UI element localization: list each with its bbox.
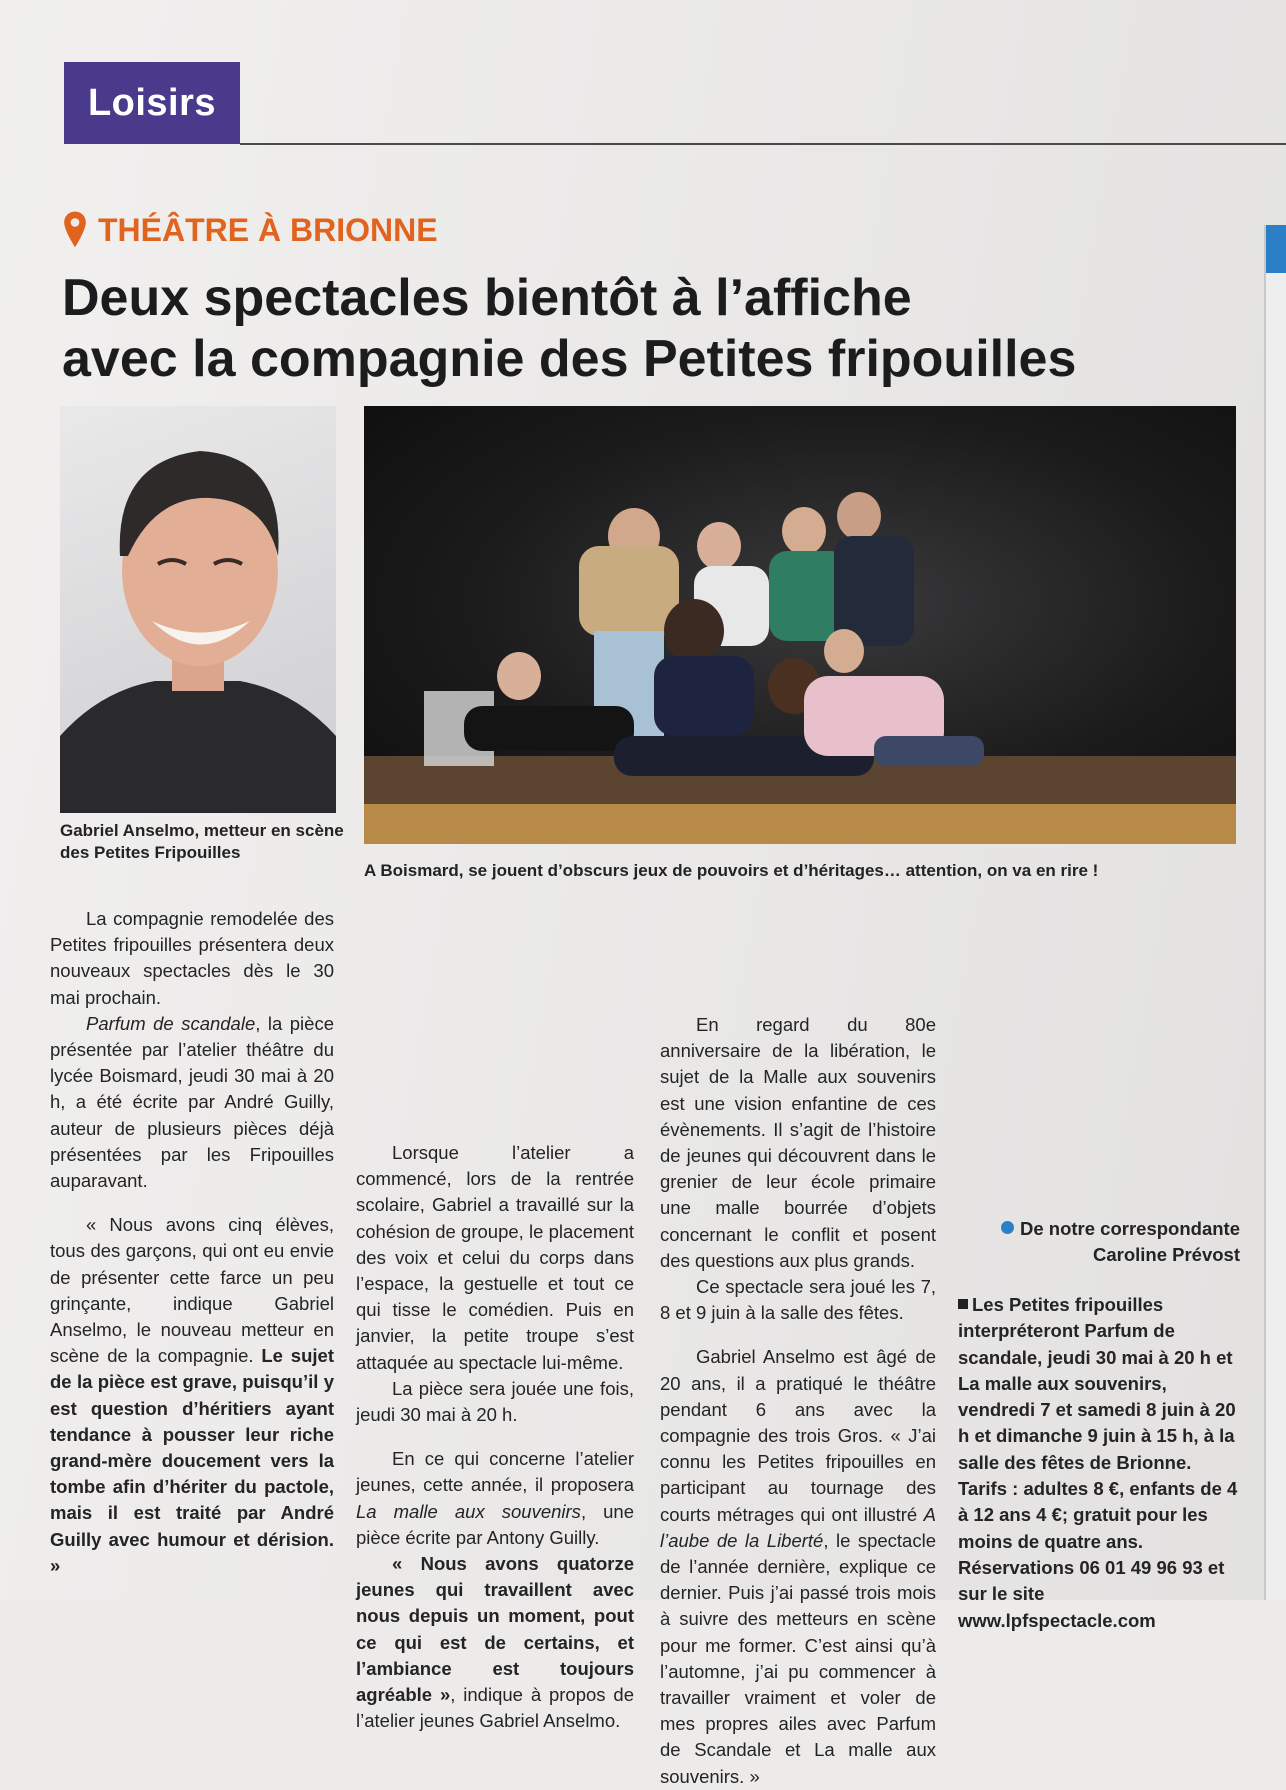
quote-bold-text: « Nous avons quatorze jeunes qui travaillent avec nous depuis un moment, pout ce qui est de certains, et l’ambiance est toujours agréable » <box>356 1553 634 1706</box>
article-column-4 <box>958 1170 1240 1634</box>
article-paragraph <box>660 1344 936 1789</box>
bullet-icon <box>1001 1221 1014 1234</box>
article-paragraph: La pièce sera jouée une fois, jeudi 30 mai à 20 h. <box>356 1377 634 1426</box>
group-photo-caption: A Boismard, se jouent d’obscurs jeux de pouvoirs et d’héritages… attention, on va en rire ! <box>364 861 1099 880</box>
kicker <box>62 210 438 250</box>
article-paragraph: Lorsque l’atelier a commencé, lors de la rentrée scolaire, Gabriel a travaillé sur la cohésion de groupe, le placement des voix et celui du corps dans l’espace, la gestuelle et tout ce qui tisse le comédien. Puis en janvier, la petite troupe s’est attaquée au spectacle lui-même. <box>356 1142 634 1373</box>
square-bullet-icon <box>958 1299 968 1309</box>
article-quote <box>50 1212 334 1579</box>
paragraph-text: , une pièce écrite par Antony Guilly. <box>356 1500 634 1548</box>
byline <box>958 1216 1240 1268</box>
byline-name: Caroline Prévost <box>1092 1244 1240 1265</box>
adjacent-article-edge <box>1264 225 1286 1600</box>
paragraph-text: , la pièce présentée par l’atelier théâtre du lycée Boismard, jeudi 30 mai à 20 h, a été écrite par André Guilly, auteur de plusieurs pièces déjà présentées par les Fripouilles auparavant. <box>50 1012 334 1192</box>
article-paragraph <box>356 1446 634 1551</box>
quote-bold-text: Le sujet de la pièce est grave, puisqu’il y est question d’héritiers ayant tendance à pousser leur riche grand-mère doucement vers la tombe afin d’hériter du pactole, mais il est traité par André Guilly avec humour et dérision. » <box>50 1345 334 1576</box>
film-title: A l’aube de la Liberté <box>660 1503 936 1551</box>
article-paragraph <box>50 1011 334 1194</box>
section-rule <box>240 143 1286 145</box>
byline-line-1: De notre correspondante <box>1020 1218 1240 1239</box>
play-title: La malle aux souvenirs <box>356 1500 581 1522</box>
article-column-3 <box>660 1012 936 1790</box>
portrait-caption: Gabriel Anselmo, metteur en scène des Petites Fripouilles <box>60 821 344 862</box>
article-paragraph: Ce spectacle sera joué les 7, 8 et 9 juin à la salle des fêtes. <box>660 1276 936 1324</box>
play-title: Parfum de scandale <box>86 1012 256 1034</box>
section-tab <box>64 62 240 144</box>
quote-text: « Nous avons cinq élèves, tous des garçons, qui ont eu envie de présenter cette farce un peu grinçante, indique Gabriel Anselmo, le nouveau metteur en scène de la compagnie. <box>50 1214 334 1367</box>
headline <box>62 268 1242 390</box>
adjacent-article-tab <box>1266 225 1286 273</box>
kicker-text: THÉÂTRE À BRIONNE <box>98 211 438 248</box>
article-column-1 <box>50 906 334 1579</box>
practical-info <box>958 1292 1240 1634</box>
article-paragraph: La compagnie remodelée des Petites fripouilles présentera deux nouveaux spectacles dès le 30 mai prochain. <box>50 908 334 1008</box>
location-pin-icon <box>62 210 88 250</box>
headline-line-1: Deux spectacles bientôt à l’affiche <box>62 269 912 327</box>
paragraph-text: , indique à propos de l’atelier jeunes Gabriel Anselmo. <box>356 1684 634 1732</box>
practical-info-text: Les Petites fripouilles interpréteront Parfum de scandale, jeudi 30 mai à 20 h et La malle aux souvenirs, vendredi 7 et samedi 8 juin à 20 h et dimanche 9 juin à 15 h, à la salle des fêtes de Brionne. Tarifs : adultes 8 €, enfants de 4 à 12 ans 4 €; gratuit pour les moins de quatre ans. Réservations 06 01 49 96 93 et sur le site www.lpfspectacle.com <box>958 1294 1238 1631</box>
headline-line-2: avec la compagnie des Petites fripouilles <box>62 330 1077 388</box>
portrait-photo <box>60 406 336 813</box>
article-column-2 <box>356 1140 634 1734</box>
paragraph-text: Gabriel Anselmo est âgé de 20 ans, il a pratiqué le théâtre pendant 6 ans avec la compagnie des trois Gros. « J’ai connu les Petites fripouilles en participant au tournage des courts métrages qui ont illustré <box>660 1346 936 1525</box>
article-paragraph: En regard du 80e anniversaire de la libération, le sujet de la Malle aux souvenirs est une vision enfantine de ces évènements. Il s’agit de l’histoire de jeunes qui découvrent dans le grenier de leur école primaire une malle bourrée d’objets concernant le conflit et posent des questions aux plus grands. <box>660 1014 936 1271</box>
section-label: Loisirs <box>87 81 217 124</box>
paragraph-text: , le spectacle de l’année dernière, explique ce dernier. Puis j’ai passé trois mois à suivre des metteurs en scène pour me former. C’est ainsi qu’à l’automne, j’ai pu commencer à travailler vraiment et voler de mes propres ailes avec Parfum de Scandale et La malle aux souvenirs. » <box>660 1529 936 1787</box>
article-quote <box>356 1551 634 1734</box>
group-photo <box>364 406 1236 844</box>
paragraph-text: En ce qui concerne l’atelier jeunes, cette année, il proposera <box>356 1448 634 1496</box>
